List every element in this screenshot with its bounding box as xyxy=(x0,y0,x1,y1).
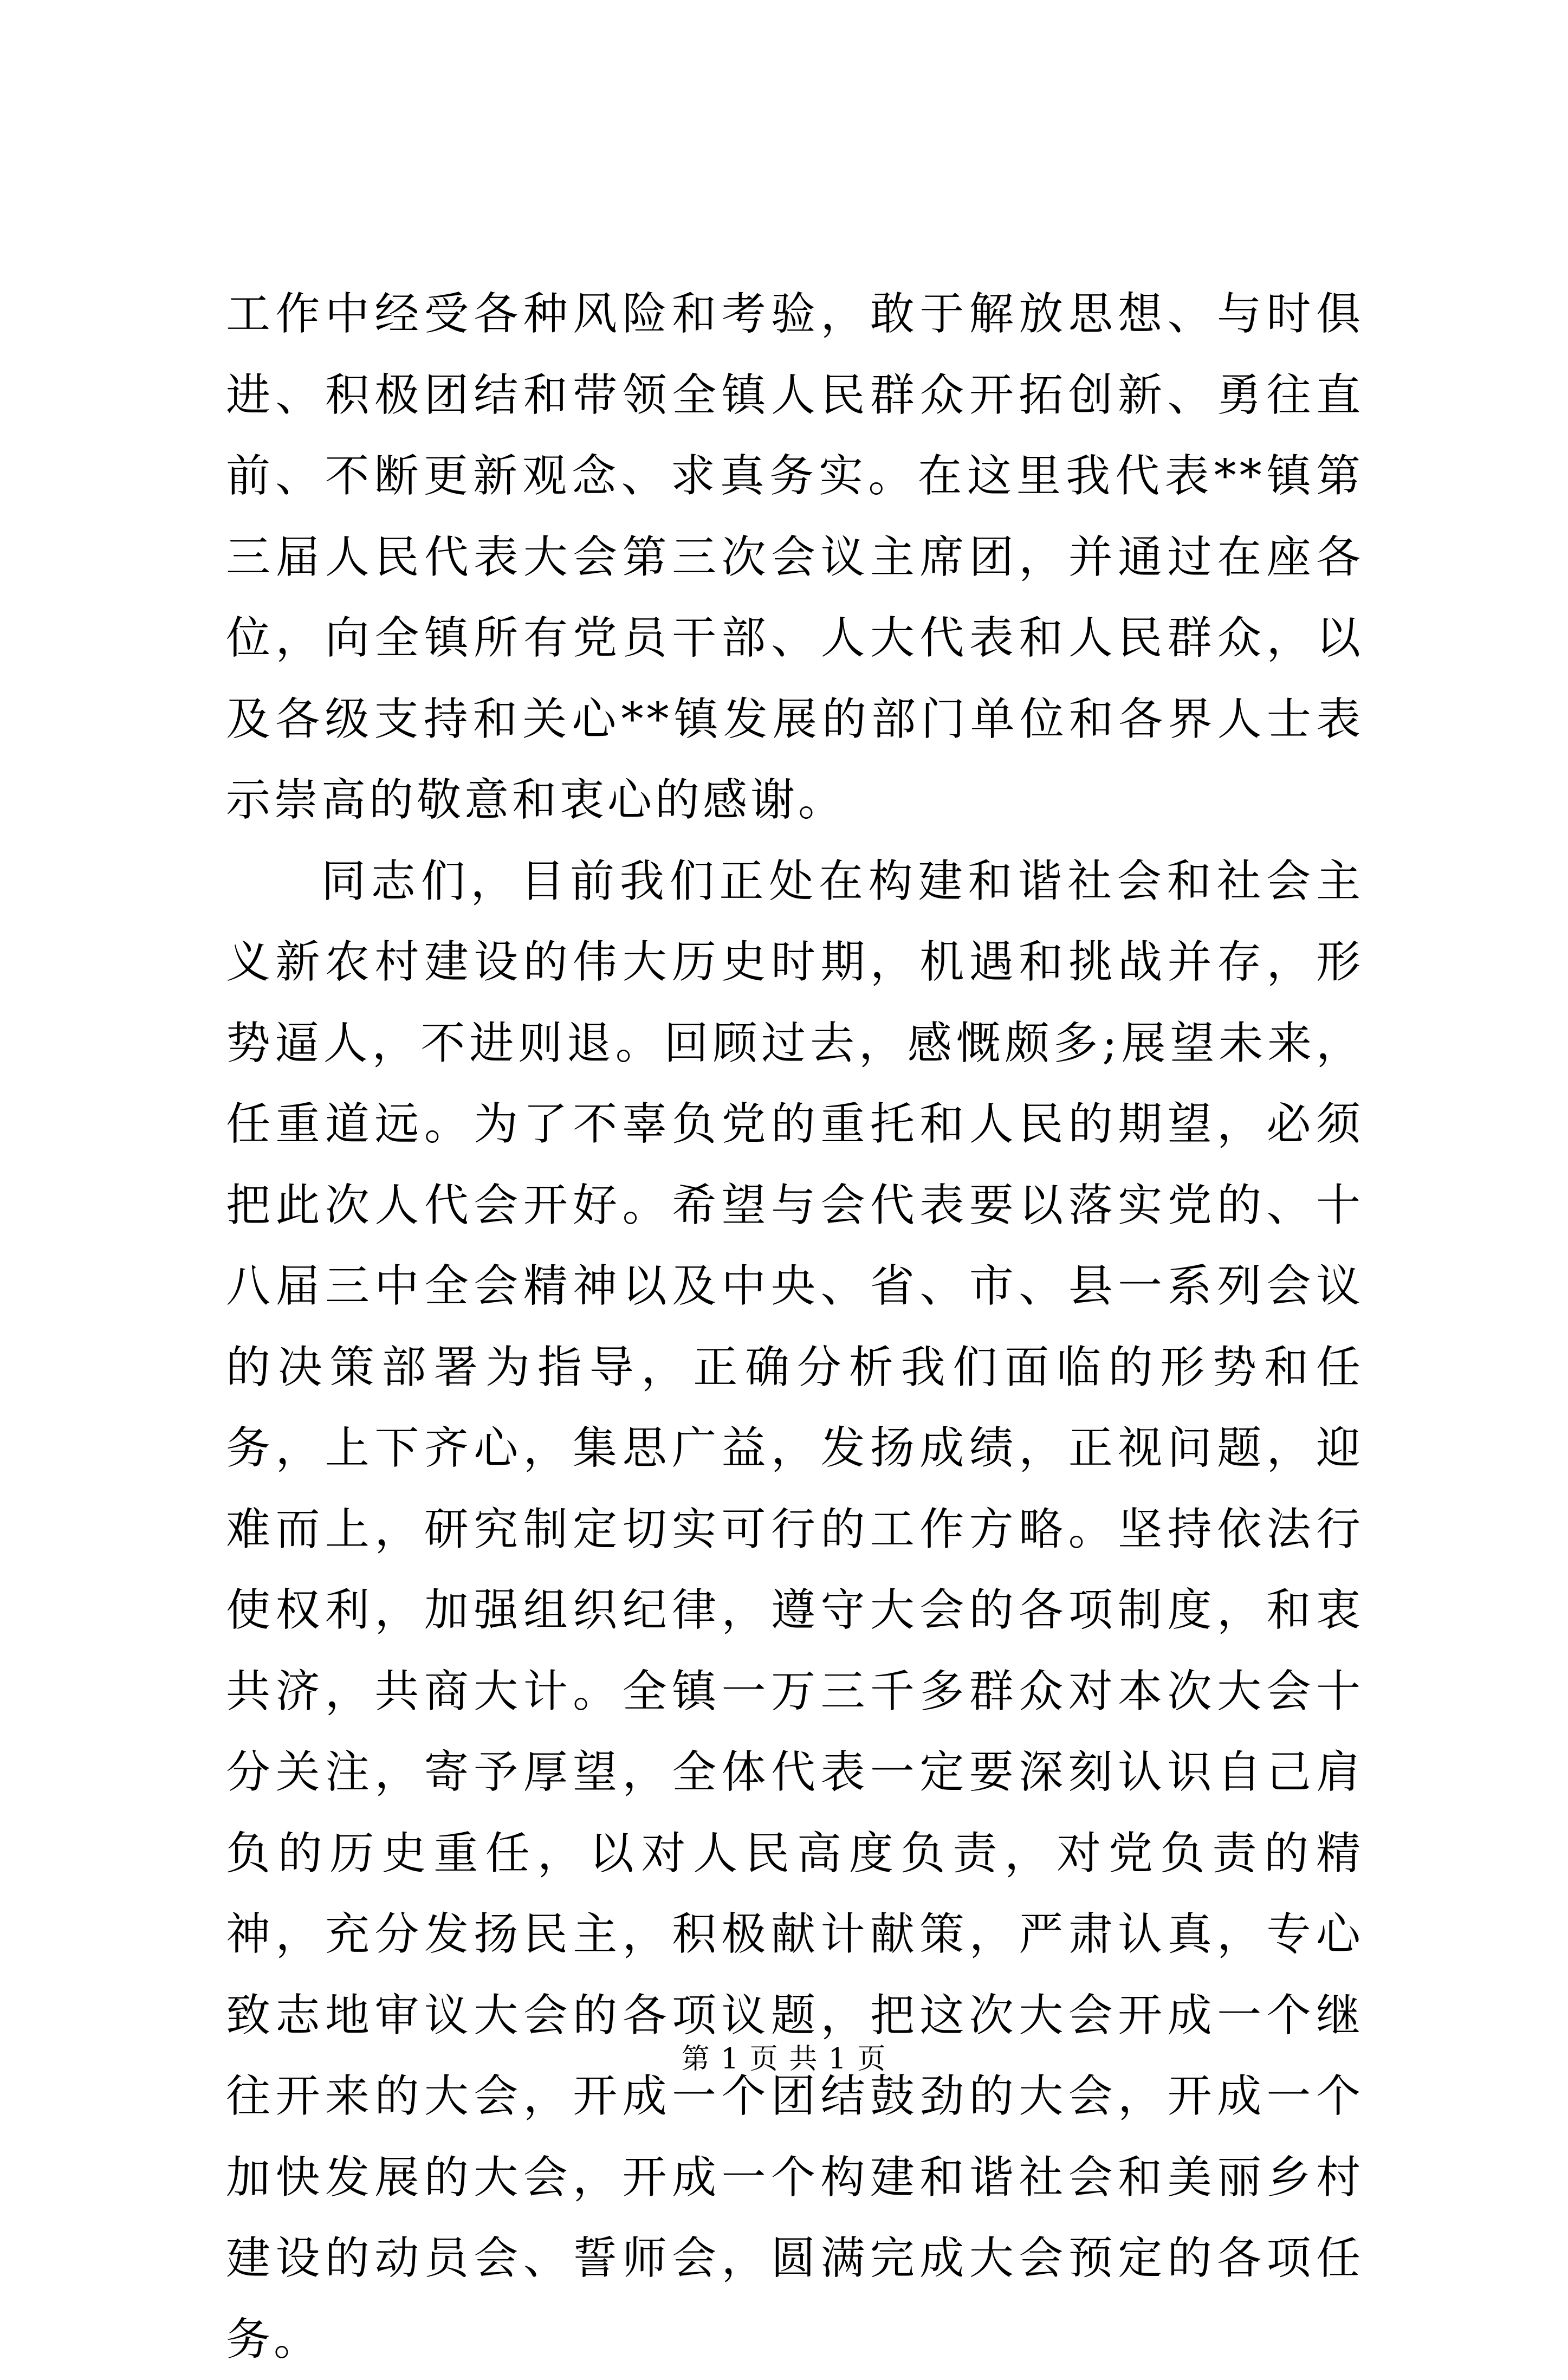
page-footer xyxy=(0,2040,1568,2078)
paragraph-continuation: 工作中经受各种风险和考验，敢于解放思想、与时俱进、积极团结和带领全镇人民群众开拓创新、勇往直前、不断更新观念、求真务实。在这里我代表**镇第三届人民代表大会第三次会议主席团，并通过在座各位，向全镇所有党员干部、人大代表和人民群众，以及各级支持和关心**镇发展的部门单位和各界人士表示崇高的敬意和衷心的感谢。 xyxy=(226,274,1364,841)
page-number-label: 第 1 页 共 1 页 xyxy=(682,2043,887,2075)
paragraph-main: 同志们，目前我们正处在构建和谐社会和社会主义新农村建设的伟大历史时期，机遇和挑战并存，形势逼人，不进则退。回顾过去，感慨颇多;展望未来，任重道远。为了不辜负党的重托和人民的期望，必须把此次人代会开好。希望与会代表要以落实党的、十八届三中全会精神以及中央、省、市、县一系列会议的决策部署为指导，正确分析我们面临的形势和任务，上下齐心，集思广益，发扬成绩，正视问题，迎难而上，研究制定切实可行的工作方略。坚持依法行使权利，加强组织纪律，遵守大会的各项制度，和衷共济，共商大计。全镇一万三千多群众对本次大会十分关注，寄予厚望，全体代表一定要深刻认识自己肩负的历史重任，以对人民高度负责，对党负责的精神，充分发扬民主，积极献计献策，严肃认真，专心致志地审议大会的各项议题，把这次大会开成一个继往开来的大会，开成一个团结鼓劲的大会，开成一个加快发展的大会，开成一个构建和谐社会和美丽乡村建设的动员会、誓师会，圆满完成大会预定的各项任务。 xyxy=(226,841,1364,2380)
